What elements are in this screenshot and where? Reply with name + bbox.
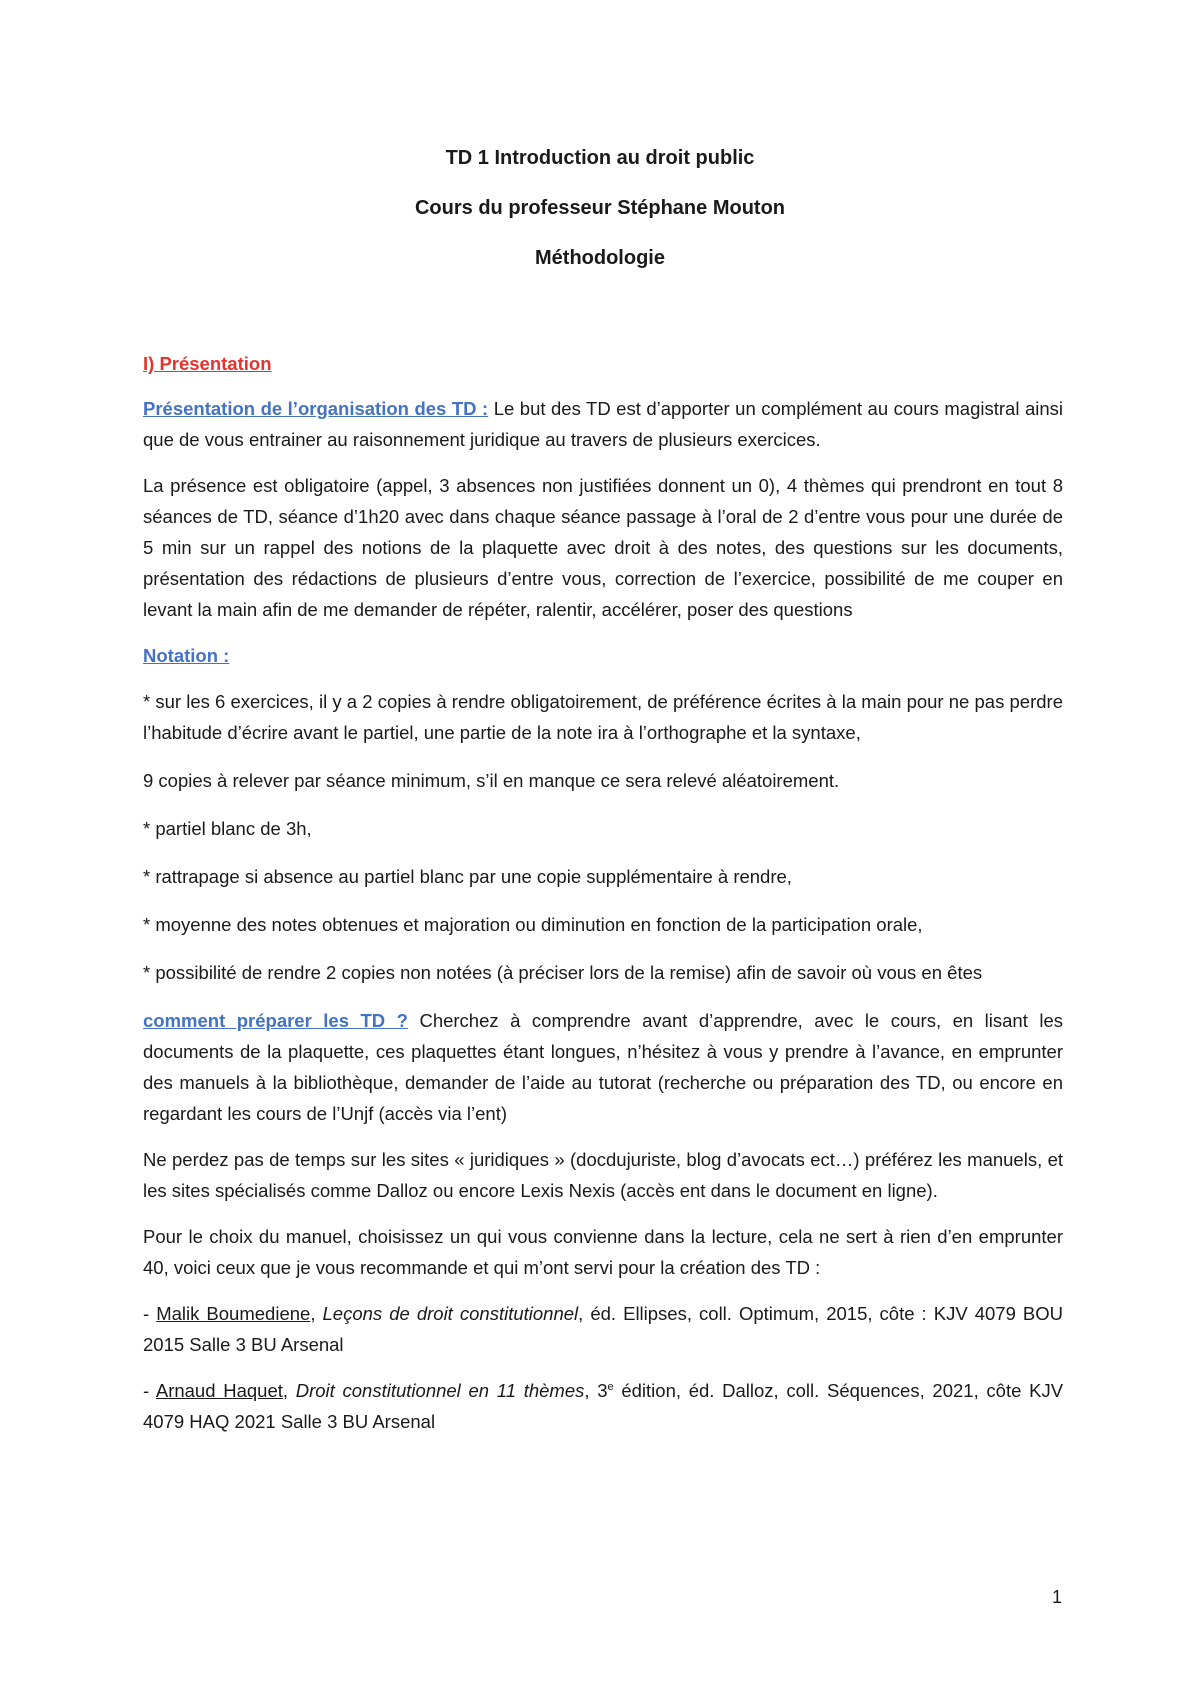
label-notation: Notation : xyxy=(143,645,230,666)
reference-author: Arnaud Haquet xyxy=(155,1380,283,1401)
notation-item: * partiel blanc de 3h, xyxy=(143,818,312,839)
label-organisation: Présentation de l’organisation des TD : xyxy=(143,398,489,419)
notation-item: * rattrapage si absence au partiel blanc par une copie supplémentaire à rendre, xyxy=(143,866,792,887)
document-title: TD 1 Introduction au droit public xyxy=(445,147,755,169)
reference-details: , éd. Ellipses, coll. Optimum, 2015, côte : KJV 4079 BOU 2015 Salle 3 BU Arsenal xyxy=(143,1303,1063,1355)
notation-item: * sur les 6 exercices, il y a 2 copies à rendre obligatoirement, de préférence écrites à la main pour ne pas perdre l’habitude d’écrire avant le partiel, une partie de la note ira à l’orthographe et la syntaxe, xyxy=(143,691,1063,743)
paragraph-sites: Ne perdez pas de temps sur les sites « juridiques » (docdujuriste, blog d’avocats ect…) préférez les manuels, et les sites spécialisés comme Dalloz ou encore Lexis Nexis (accès ent dans le document en ligne). xyxy=(143,1149,1063,1201)
document-body xyxy=(143,348,1063,1452)
paragraph-manual: Pour le choix du manuel, choisissez un qui vous convienne dans la lecture, cela ne sert à rien d’en emprunter 40, voici ceux que je vous recommande et qui m’ont servi pour la création des TD : xyxy=(143,1226,1063,1278)
section-heading-presentation: I) Présentation xyxy=(143,353,272,374)
reference-details: édition, éd. Dalloz, coll. Séquences, 2021, côte KJV 4079 HAQ 2021 Salle 3 BU Arsenal xyxy=(143,1380,1064,1432)
methodology-title: Méthodologie xyxy=(535,247,665,269)
notation-item: * possibilité de rendre 2 copies non notées (à préciser lors de la remise) afin de savoir où vous en êtes xyxy=(143,962,983,983)
notation-item: * moyenne des notes obtenues et majoration ou diminution en fonction de la participation orale, xyxy=(143,914,923,935)
page-number: 1 xyxy=(1051,1587,1062,1607)
paragraph-presence: La présence est obligatoire (appel, 3 absences non justifiées donnent un 0), 4 thèmes qui prendront en tout 8 séances de TD, séance d’1h20 avec dans chaque séance passage à l’oral de 2 d’entre vous pour une durée de 5 min sur un rappel des notions de la plaquette avec droit à des notes, des questions sur les documents, présentation des rédactions de plusieurs d’entre vous, correction de l’exercice, possibilité de me couper en levant la main afin de me demander de répéter, ralentir, accélérer, poser des questions xyxy=(143,475,1063,620)
document-subtitle: Cours du professeur Stéphane Mouton xyxy=(414,197,786,219)
organisation-text: Le but des TD est d’apporter un complément au cours magistral ainsi que de vous entrainer au raisonnement juridique au travers de plusieurs exercices. xyxy=(143,398,1063,450)
reference-author: Malik Boumediene xyxy=(156,1303,311,1324)
reference-title: Leçons de droit constitutionnel xyxy=(322,1303,579,1324)
label-notation-line xyxy=(143,640,1063,671)
reference-title: Droit constitutionnel en 11 thèmes xyxy=(295,1380,585,1401)
paragraph-organisation xyxy=(143,393,1063,455)
label-preparation: comment préparer les TD ? xyxy=(143,1010,408,1031)
notation-item: 9 copies à relever par séance minimum, s’il en manque ce sera relevé aléatoirement. xyxy=(143,770,840,791)
reference-item: - Arnaud Haquet, Droit constitutionnel en 11 thèmes, 3e édition, éd. Dalloz, coll. Séquences, 2021, côte KJV 4079 HAQ 2021 Salle 3 BU Arsenal xyxy=(143,1380,1064,1432)
paragraph-preparation xyxy=(143,1005,1063,1129)
reference-item: - Malik Boumediene, Leçons de droit constitutionnel, éd. Ellipses, coll. Optimum, 2015, côte : KJV 4079 BOU 2015 Salle 3 BU Arsenal xyxy=(143,1303,1063,1355)
title-block xyxy=(0,146,1200,296)
preparation-text: Cherchez à comprendre avant d’apprendre, avec le cours, en lisant les documents de la plaquette, ces plaquettes étant longues, n’hésitez à vous y prendre à l’avance, en emprunter des manuels à la bibliothèque, demander de l’aide au tutorat (recherche ou préparation des TD, ou encore en regardant les cours de l’Unjf (accès via l’ent) xyxy=(143,1010,1063,1124)
